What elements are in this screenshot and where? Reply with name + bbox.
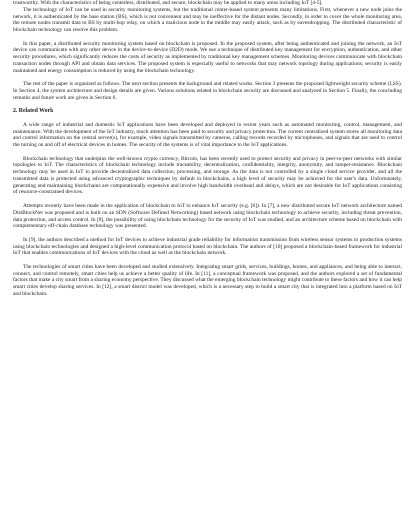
section-heading: 2. Related Work xyxy=(13,108,54,115)
paper-page xyxy=(13,0,402,298)
paragraph-gap xyxy=(13,230,402,237)
paragraph-gap xyxy=(13,149,402,156)
paragraph-intro-organization: The rest of the paper is organized as follows. The next section presents the background and related works. Section 3 presents the proposed lightweight security scheme (LSS). In Section 4, the system architecture and design details are given. Various solutions related to blockchain security are discussed and analyzed in Section 5. Finally, the concluding remarks and future work are given in Section 6. xyxy=(13,81,402,101)
paragraph-gap xyxy=(13,34,402,41)
paragraph-related-attempts: Attempts recently have been made in the application of blockchain to IoT to enhance IoT security (e.g. [6]). In [7], a new distributed secure IoT network architecture named DistBlockNet was proposed and is built on an SDN (Software Defined Networking) based network using blockchain technology to achieve security, including threat prevention, data protection, and access control. In [8], the possibility of using blockchain technology for the security of IoT was studied, and an architecture scheme based on blockchain with complementary off-chain database technology was presented. xyxy=(13,203,402,230)
paragraph-gap xyxy=(13,101,402,108)
paragraph-related-blockchain: Blockchain technology that underpins the well-known crypto currency, Bitcoin, has been recently used to protect security and privacy in peer-to-peer networks with similar topologies to IoT. The characteristics of blockchain technology include traceability, decentralization, confidentiality, integrity, anonymity, and tamper-resistance. Blockchain technology may be used in IoT to provide decentralized data collection, processing, and storage. As the data is not controlled by a single cloud service provider, and all the transmitted data is protected using advanced cryptographic techniques by default in blockchains, a high level of security may be achieved for the user's data. Unfortunately, generating and maintaining blockchains are computationally expensive and involve high bandwidth overhead and delays, which are not desirable for IoT applications consisting of resource-constrained devices. xyxy=(13,155,402,196)
paragraph-related-industrial: In [9], the authors described a method for IoT devices to achieve industrial grade reliability for information transmission from wireless sensor systems to production systems using blockchain technologies and designed a high-level communication protocol based on blockchain. The authors of [10] proposed a blockchain-based framework for industrial IoT that enables communications of IoT devices with the cloud as well as the blockchain network. xyxy=(13,236,402,257)
paragraph-gap xyxy=(13,196,402,203)
paragraph-intro-continuation: trustworthy. With the characteristics of being centerless, distributed, and secure, blockchain may be applied to many areas including IoT [4-5]. xyxy=(13,0,323,6)
paragraph-related-smart-cities: The technologies of smart cities have been developed and studied extensively. Integrating smart grids, services, buildings, homes, and appliances, and being able to interact, connect, and control remotely, smart cities help us achieve a better quality of life. In [11], a conceptual framework was proposed, and the authors explored a set of fundamental factors that make a city smart from a sharing economy perspective. They discussed what the emerging blockchain technology might contribute to these factors and how it can help smart cities develop sharing services. In [12], a smart district model was developed, which is a necessary step to build a smart city that is integrated into a platform based on IoT and blockchain. xyxy=(13,263,402,297)
paragraph-related-applications: A wide range of industrial and domestic IoT applications have been developed and deployed in recent years such as automated monitoring, control, management, and maintenance. With the development of the IoT industry, much attention has been paid to security and privacy protection. The current centralized system stores all monitoring data and control information on the central server(s), for example, video signals transmitted by cameras, calling records recorded by microphones, and signals that are used to control the turning on and off of electrical devices in homes. The security of the systems is of vital importance to the IoT applications. xyxy=(13,121,402,149)
paragraph-gap xyxy=(13,257,402,264)
paragraph-intro-proposal: In this paper, a distributed security monitoring system based on blockchain is proposed. In the proposed system, after being authenticated and joining the network, an IoT device can communicate with any other device in the device-to-device (D2D) mode. We use a technique of distributed key management for encryption, authentication, and other security procedures, which significantly reduces the costs of security as implemented by traditional key management schemes. Monitoring devices communicate with blockchain transaction nodes through API and obtain data services. The proposed system is especially useful to networks that may network topology during applications; security is easily maintained and energy consumption is reduced by using the blockchain technology. xyxy=(13,40,402,74)
paragraph-intro-limitations: The technology of IoT can be used in security monitoring systems, but the traditional center-based system presents many limitations. First, whenever a new node joins the network, it is authenticated by the base station (BS), which is not convenient and may be ineffective for the distant nodes. Secondly, in order to cover the whole monitoring area, the remote nodes transmit data to BS by multi-hop relay, on which a malicious node in the middle may easily attack, such as by eavesdropping. The distributed characteristic of blockchain technology can resolve this problem. xyxy=(13,6,402,33)
paragraph-gap xyxy=(13,115,402,122)
